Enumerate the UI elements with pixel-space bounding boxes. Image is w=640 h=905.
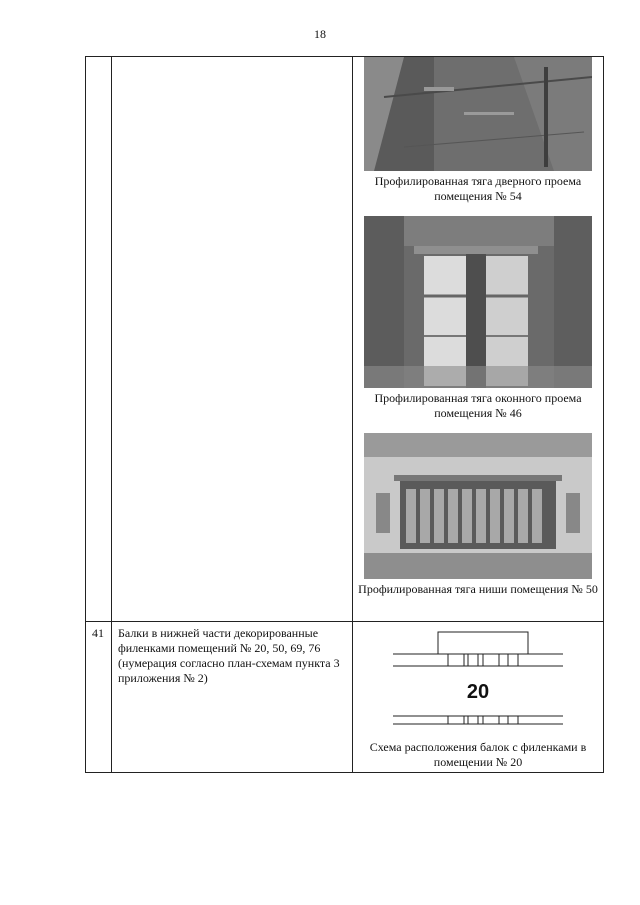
description-cell (112, 622, 353, 773)
niche-photo (364, 433, 592, 579)
scheme-caption: Схема расположения балок с филенками в помещении № 20 (369, 740, 587, 769)
object-table (85, 56, 604, 773)
photo-cell (353, 57, 604, 622)
table-row (86, 57, 604, 622)
scheme-room-number: 20 (466, 681, 490, 703)
photo-caption: Профилированная тяга оконного проема помещения № 46 (374, 391, 582, 420)
row-description: Балки в нижней части декорированные филенками помещений № 20, 50, 69, 76 (нумерация согласно план-схемам пункта 3 приложения № 2) (118, 626, 340, 685)
row-number-cell (86, 622, 112, 773)
row-number-cell (86, 57, 112, 622)
description-cell (112, 57, 353, 622)
scheme-cell (353, 622, 604, 773)
photo-caption: Профилированная тяга ниши помещения № 50 (358, 582, 598, 596)
photo-block-niche (353, 433, 603, 597)
table-row (86, 622, 604, 773)
page-number: 18 (314, 27, 326, 41)
photo-block-window (353, 216, 603, 421)
photo-block-door (353, 57, 603, 204)
row-number: 41 (92, 626, 104, 640)
door-opening-photo (364, 57, 592, 171)
photo-caption: Профилированная тяга дверного проема помещения № 54 (374, 174, 582, 203)
window-opening-photo (364, 216, 592, 388)
beam-scheme-plan (393, 628, 563, 738)
